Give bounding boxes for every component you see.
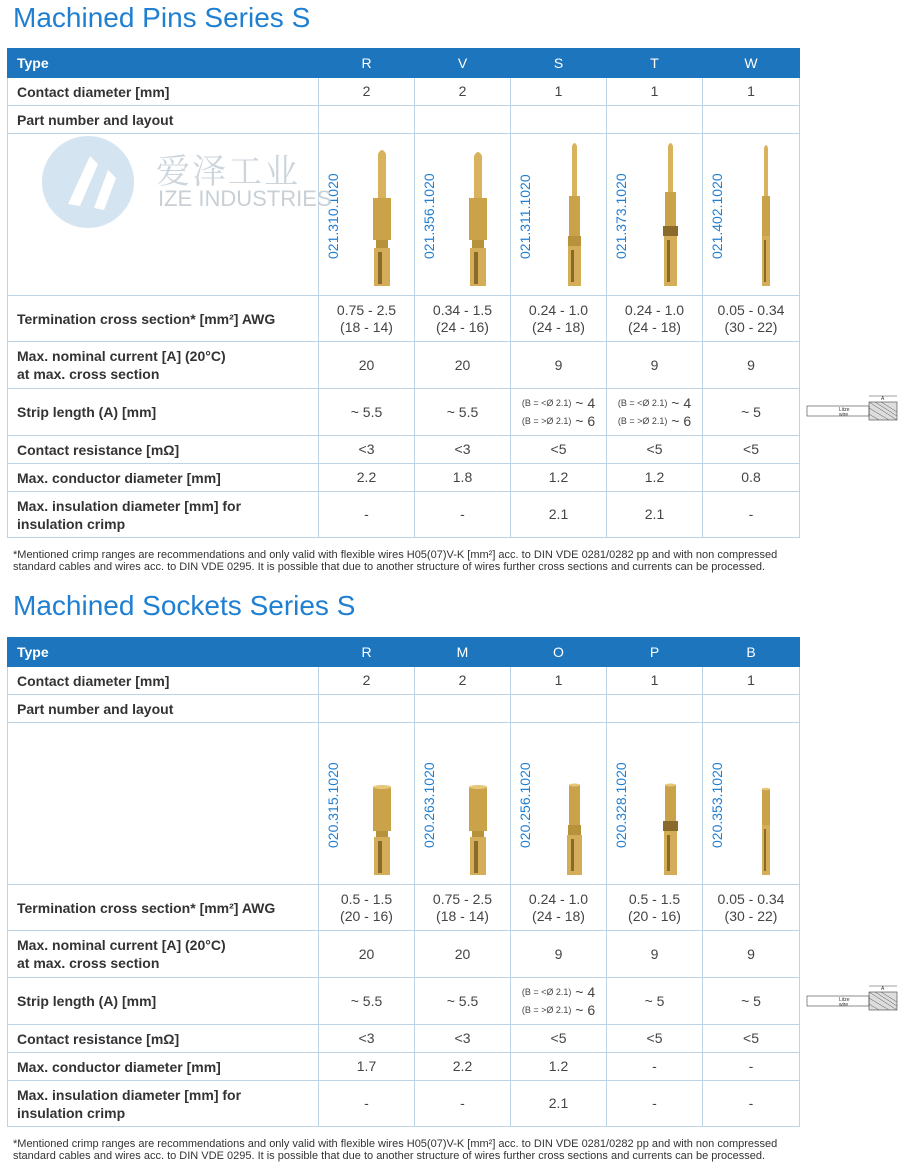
row-label: Part number and layout	[8, 106, 319, 134]
strip-label-litze: Litze	[839, 407, 850, 413]
cell: <3	[415, 1025, 511, 1053]
cell: 2.2	[415, 1053, 511, 1081]
cell-line: (20 - 16)	[340, 907, 393, 924]
cell: 9	[511, 342, 607, 389]
cell: 20	[319, 342, 415, 389]
cell-line: (24 - 18)	[628, 318, 681, 335]
split-value: ~ 6	[575, 1001, 596, 1018]
pins-type-v: V	[415, 49, 511, 78]
pins-type-header: Type	[8, 49, 319, 78]
cell: -	[703, 492, 800, 538]
pins-partnumber-label-row	[8, 106, 800, 134]
cell: <5	[607, 436, 703, 464]
part-cell	[511, 134, 607, 296]
cell-line: 0.75 - 2.5	[336, 301, 397, 318]
part-cell	[607, 723, 703, 885]
cell: 2	[415, 78, 511, 106]
cell: 9	[607, 342, 703, 389]
cell: 1	[607, 667, 703, 695]
cell: -	[703, 1081, 800, 1127]
row-label: Contact resistance [mΩ]	[8, 1025, 319, 1053]
cell: 1	[607, 78, 703, 106]
part-number: 020.353.1020	[709, 762, 725, 848]
part-number: 021.402.1020	[709, 173, 725, 259]
footnote-line: standard cables and wires acc. to DIN VDE 0295. It is possible that due to another structure of wires further cross sections and currents can be processed.	[13, 1150, 766, 1162]
cell: 1.2	[607, 464, 703, 492]
pin-image	[751, 140, 781, 290]
pins-termination-row	[8, 296, 800, 342]
split-value: ~ 4	[671, 395, 692, 411]
part-number: 020.263.1020	[421, 762, 437, 848]
pins-resistance-row	[8, 436, 800, 464]
sockets-current-row	[8, 931, 800, 978]
cell-line: 0.34 - 1.5	[432, 301, 493, 318]
row-label: Strip length (A) [mm]	[8, 389, 319, 436]
cell-line: 0.24 - 1.0	[528, 301, 589, 318]
part-cell	[415, 134, 511, 296]
row-label: Contact diameter [mm]	[8, 78, 319, 106]
cell: ~ 5	[703, 978, 800, 1025]
strip-split-cell	[511, 389, 607, 436]
sockets-termination-row	[8, 885, 800, 931]
cell: 1.2	[511, 464, 607, 492]
part-number: 020.256.1020	[517, 762, 533, 848]
cell: 2.1	[607, 492, 703, 538]
part-number: 021.311.1020	[517, 174, 533, 259]
part-cell	[703, 723, 800, 885]
cell: 20	[319, 931, 415, 978]
strip-label-wire: wire	[839, 412, 849, 418]
row-label: Max. insulation diameter [mm] for	[17, 497, 242, 514]
cell: 0.8	[703, 464, 800, 492]
pin-image	[463, 140, 493, 290]
cell: <5	[511, 436, 607, 464]
strip-label-a: A	[881, 986, 885, 992]
cell-line: 0.24 - 1.0	[528, 890, 589, 907]
cell-line: (30 - 22)	[724, 318, 778, 335]
split-condition: (B = >Ø 2.1)	[521, 415, 572, 426]
cell: <5	[703, 1025, 800, 1053]
split-condition: (B = >Ø 2.1)	[521, 1004, 572, 1015]
watermark-en: IZE INDUSTRIES	[158, 186, 332, 211]
socket-image	[367, 729, 397, 879]
cell-line: (24 - 16)	[436, 318, 489, 335]
cell: ~ 5	[703, 389, 800, 436]
cell: 20	[415, 931, 511, 978]
strip-length-figure	[803, 394, 899, 428]
row-label: Termination cross section* [mm²] AWG	[8, 885, 319, 931]
split-condition: (B = <Ø 2.1)	[521, 398, 572, 408]
cell-line: (20 - 16)	[628, 907, 681, 924]
row-label: insulation crimp	[17, 515, 126, 532]
row-label: at max. cross section	[17, 955, 160, 971]
cell: <5	[703, 436, 800, 464]
pins-type-w: W	[703, 49, 800, 78]
cell-line: (18 - 14)	[340, 318, 393, 335]
sockets-conductor-row	[8, 1053, 800, 1081]
split-condition: (B = <Ø 2.1)	[617, 398, 668, 408]
cell: 1.8	[415, 464, 511, 492]
cell: -	[415, 492, 511, 538]
cell: ~ 5.5	[415, 389, 511, 436]
part-number: 020.328.1020	[613, 762, 629, 848]
cell: <3	[415, 436, 511, 464]
cell: 1.2	[511, 1053, 607, 1081]
cell: -	[607, 1053, 703, 1081]
row-label: Max. nominal current [A] (20°C)	[17, 937, 226, 953]
part-number: 021.356.1020	[421, 173, 437, 259]
cell: -	[703, 1053, 800, 1081]
sockets-section-title: Machined Sockets Series S	[13, 590, 356, 621]
split-condition: (B = >Ø 2.1)	[617, 415, 668, 426]
sockets-diameter-row	[8, 667, 800, 695]
part-cell	[511, 723, 607, 885]
cell: 2	[319, 78, 415, 106]
socket-image	[655, 729, 685, 879]
pins-type-t: T	[607, 49, 703, 78]
row-label: insulation crimp	[17, 1104, 126, 1121]
strip-label-wire: wire	[839, 1002, 849, 1008]
part-cell	[703, 134, 800, 296]
cell: 1	[703, 78, 800, 106]
cell: 2	[319, 667, 415, 695]
cell-line: 0.05 - 0.34	[717, 301, 785, 318]
cell: 9	[703, 931, 800, 978]
sockets-resistance-row	[8, 1025, 800, 1053]
cell: 1	[511, 78, 607, 106]
strip-length-figure	[803, 984, 899, 1018]
cell: ~ 5	[607, 978, 703, 1025]
cell: 2.1	[511, 1081, 607, 1127]
cell: <5	[511, 1025, 607, 1053]
row-label: Max. conductor diameter [mm]	[8, 1053, 319, 1081]
cell: 1	[703, 667, 800, 695]
row-label: Contact diameter [mm]	[8, 667, 319, 695]
cell: -	[415, 1081, 511, 1127]
split-value: ~ 6	[671, 412, 692, 429]
row-label: Max. insulation diameter [mm] for	[17, 1086, 242, 1103]
strip-split-cell	[607, 389, 703, 436]
sockets-strip-row	[8, 978, 800, 1025]
cell: 1	[511, 667, 607, 695]
split-condition: (B = <Ø 2.1)	[521, 987, 572, 997]
sockets-spec-table	[7, 637, 800, 1127]
row-label: Max. nominal current [A] (20°C)	[17, 348, 226, 364]
cell-line: (18 - 14)	[436, 907, 489, 924]
cell: 9	[607, 931, 703, 978]
cell: 2.2	[319, 464, 415, 492]
footnote-line: *Mentioned crimp ranges are recommendations and only valid with flexible wires H05(07)V-K [mm²] acc. to DIN VDE 0281/0282 pp and with non compressed	[13, 1138, 778, 1150]
strip-split-cell	[511, 978, 607, 1025]
cell: 9	[511, 931, 607, 978]
cell-line: 0.5 - 1.5	[628, 890, 681, 907]
pin-image	[655, 140, 685, 290]
watermark	[38, 134, 332, 235]
sockets-layout-row	[8, 723, 800, 885]
cell: 2.1	[511, 492, 607, 538]
strip-label-litze: Litze	[839, 997, 850, 1003]
part-number: 021.310.1020	[325, 173, 341, 259]
cell: -	[607, 1081, 703, 1127]
pins-current-row	[8, 342, 800, 389]
footnote-line: standard cables and wires acc. to DIN VDE 0295. It is possible that due to another structure of wires further cross sections and currents can be processed.	[13, 561, 766, 573]
pin-image	[367, 140, 397, 290]
cell: ~ 5.5	[319, 389, 415, 436]
socket-image	[751, 729, 781, 879]
cell: 2	[415, 667, 511, 695]
socket-image	[559, 729, 589, 879]
row-label: at max. cross section	[17, 366, 160, 382]
sockets-type-o: O	[511, 638, 607, 667]
row-label: Max. conductor diameter [mm]	[8, 464, 319, 492]
watermark-cn: 爱泽工业	[156, 152, 300, 192]
cell: -	[319, 492, 415, 538]
row-label: Part number and layout	[8, 695, 319, 723]
sockets-type-b: B	[703, 638, 800, 667]
row-label: Strip length (A) [mm]	[8, 978, 319, 1025]
row-label: Contact resistance [mΩ]	[8, 436, 319, 464]
cell: -	[319, 1081, 415, 1127]
cell: <3	[319, 1025, 415, 1053]
socket-image	[463, 729, 493, 879]
pins-type-s: S	[511, 49, 607, 78]
sockets-partnumber-label-row	[8, 695, 800, 723]
part-number: 021.373.1020	[613, 173, 629, 259]
split-value: ~ 4	[575, 395, 596, 411]
pins-header-row	[8, 49, 800, 78]
pins-section-title: Machined Pins Series S	[13, 2, 311, 33]
cell: 20	[415, 342, 511, 389]
ize-logo-icon	[38, 134, 138, 230]
cell-line: (24 - 18)	[532, 907, 585, 924]
cell: ~ 5.5	[415, 978, 511, 1025]
cell-line: (24 - 18)	[532, 318, 585, 335]
pins-insulation-row	[8, 492, 800, 538]
part-number: 020.315.1020	[325, 762, 341, 848]
cell-line: (30 - 22)	[724, 907, 778, 924]
cell: ~ 5.5	[319, 978, 415, 1025]
sockets-insulation-row	[8, 1081, 800, 1127]
cell-line: 0.05 - 0.34	[717, 890, 785, 907]
part-cell	[415, 723, 511, 885]
cell: <3	[319, 436, 415, 464]
cell: 9	[703, 342, 800, 389]
split-value: ~ 4	[575, 984, 596, 1000]
part-cell	[319, 134, 415, 296]
strip-label-a: A	[881, 396, 885, 402]
pins-footnote	[13, 549, 893, 573]
sockets-type-header: Type	[8, 638, 319, 667]
sockets-type-m: M	[415, 638, 511, 667]
pins-strip-row	[8, 389, 800, 436]
cell: <5	[607, 1025, 703, 1053]
part-cell	[607, 134, 703, 296]
cell-line: 0.24 - 1.0	[624, 301, 685, 318]
sockets-type-p: P	[607, 638, 703, 667]
split-value: ~ 6	[575, 412, 596, 429]
part-cell	[319, 723, 415, 885]
cell: 1.7	[319, 1053, 415, 1081]
cell-line: 0.5 - 1.5	[340, 890, 393, 907]
sockets-type-r: R	[319, 638, 415, 667]
row-label: Termination cross section* [mm²] AWG	[8, 296, 319, 342]
pins-type-r: R	[319, 49, 415, 78]
cell-line: 0.75 - 2.5	[432, 890, 493, 907]
pins-spec-table	[7, 48, 800, 538]
sockets-header-row	[8, 638, 800, 667]
pins-diameter-row	[8, 78, 800, 106]
sockets-footnote	[13, 1138, 893, 1162]
pins-conductor-row	[8, 464, 800, 492]
footnote-line: *Mentioned crimp ranges are recommendations and only valid with flexible wires H05(07)V-K [mm²] acc. to DIN VDE 0281/0282 pp and with non compressed	[13, 549, 778, 561]
pin-image	[559, 140, 589, 290]
